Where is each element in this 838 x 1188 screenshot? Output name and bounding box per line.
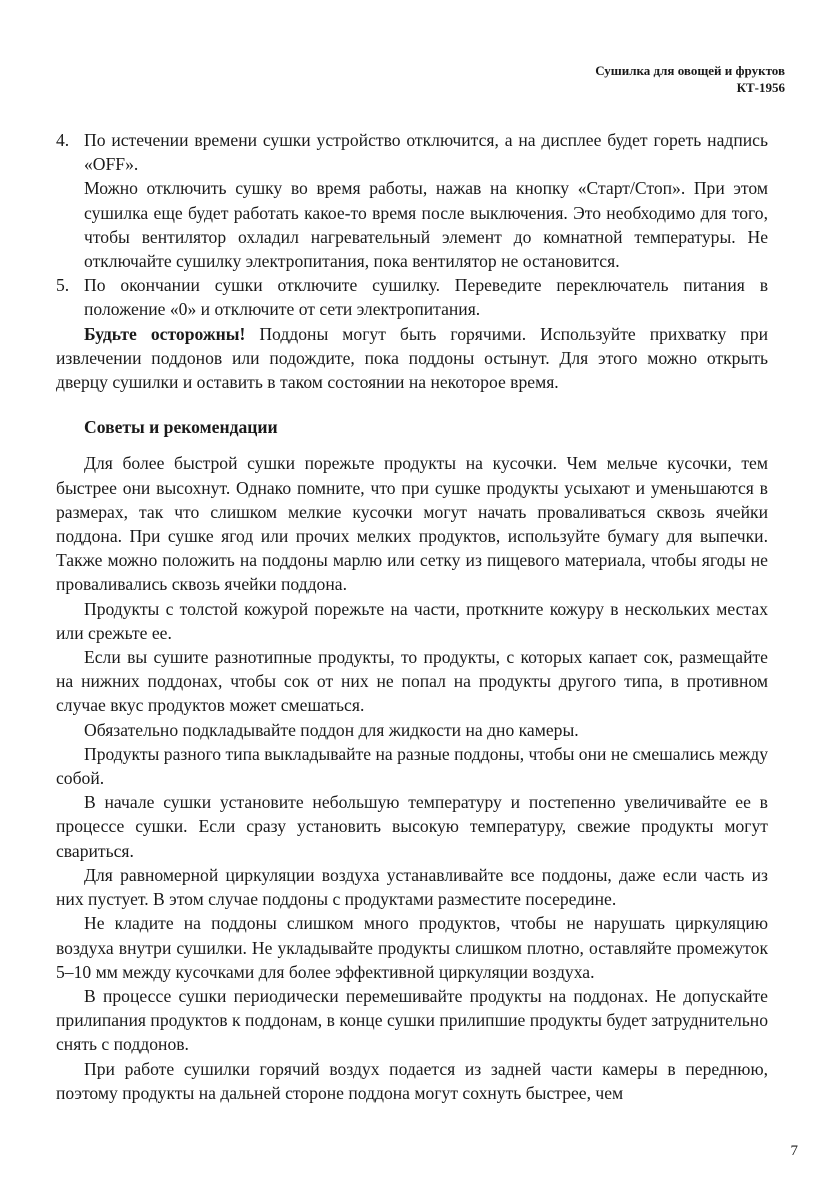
model-number: КТ-1956: [736, 80, 785, 95]
paragraph: Если вы сушите разнотипные продукты, то продукты, с которых капает сок, размещайте на нижних поддонах, чтобы сок от них не попал на продукты другого типа, в противном случае вкус продуктов может смешаться.: [56, 647, 768, 716]
page-number: 7: [790, 1143, 798, 1159]
paragraph: При работе сушилки горячий воздух подается из задней части камеры в переднюю, поэтому продукты на дальней стороне поддона могут сохнуть быстрее, чем: [56, 1058, 768, 1103]
list-item-number: 4.: [56, 130, 70, 150]
list-item-5: [56, 273, 768, 321]
list-item-text: По окончании сушки отключите сушилку. Переведите переключатель питания в положение «0» и отключите от сети электропитания.: [84, 275, 768, 320]
list-item-text: По истечении времени сушки устройство отключится, а на дисплее будет гореть надпись «OFF».: [84, 130, 768, 175]
warning-text: Поддоны могут быть горячими. Используйте прихватку при извлечении поддонов или подождите, пока поддоны остынут. Для этого можно открыть дверцу сушилки и оставить в таком состоянии на некоторое время.: [56, 323, 768, 393]
warning-paragraph: [56, 322, 768, 395]
paragraph: Обязательно подкладывайте поддон для жидкости на дно камеры.: [84, 719, 579, 740]
list-item-continuation: Можно отключить сушку во время работы, нажав на кнопку «Старт/Стоп». При этом сушилка еще будет работать какое-то время после выключения. Это необходимо для того, чтобы вентилятор охладил нагревательный элемент до комнатной температуры. Не отключайте сушилку электропитания, пока вентилятор не остановится.: [84, 178, 768, 272]
list-item-4: [56, 128, 768, 273]
paragraph: Для более быстрой сушки порежьте продукты на кусочки. Чем мельче кусочки, тем быстрее они высохнут. Однако помните, что при сушке продукты усыхают и уменьшаются в размерах, так что слишком мелкие кусочки могут начать проваливаться сквозь ячейки поддона. При сушке ягод или прочих мелких продуктов, используйте бумагу для выпечки. Также можно положить на поддоны марлю или сетку из пищевого материала, чтобы ягоды не проваливались сквозь ячейки поддона.: [56, 453, 768, 595]
document-title: Сушилка для овощей и фруктов: [595, 63, 785, 78]
paragraph: Продукты разного типа выкладывайте на разные поддоны, чтобы они не смешались между собой.: [56, 743, 768, 789]
paragraph: В начале сушки установите небольшую температуру и постепенно увеличивайте ее в процессе сушки. Если сразу установить высокую температуру, свежие продукты могут свариться.: [56, 792, 768, 861]
paragraph: Не кладите на поддоны слишком много продуктов, чтобы не нарушать циркуляцию воздуха внутри сушилки. Не укладывайте продукты слишком плотно, оставляйте промежуток 5–10 мм между кусочками для более эффективной циркуляции воздуха.: [56, 913, 768, 982]
section-title: Советы и рекомендации: [84, 417, 278, 438]
warning-label: Будьте осторожны!: [84, 323, 246, 344]
page-content: [56, 128, 768, 1105]
paragraph: Продукты с толстой кожурой порежьте на части, проткните кожуру в нескольких местах или срежьте ее.: [56, 598, 768, 643]
list-item-number: 5.: [56, 275, 70, 296]
page-header: [595, 62, 785, 96]
paragraph: В процессе сушки периодически перемешивайте продукты на поддонах. Не допускайте прилипания продуктов к поддонам, в конце сушки прилипшие продукты будет затруднительно снять с поддонов.: [56, 985, 768, 1055]
paragraph: Для равномерной циркуляции воздуха устанавливайте все поддоны, даже если часть из них пустует. В этом случае поддоны с продуктами разместите посередине.: [56, 864, 768, 910]
